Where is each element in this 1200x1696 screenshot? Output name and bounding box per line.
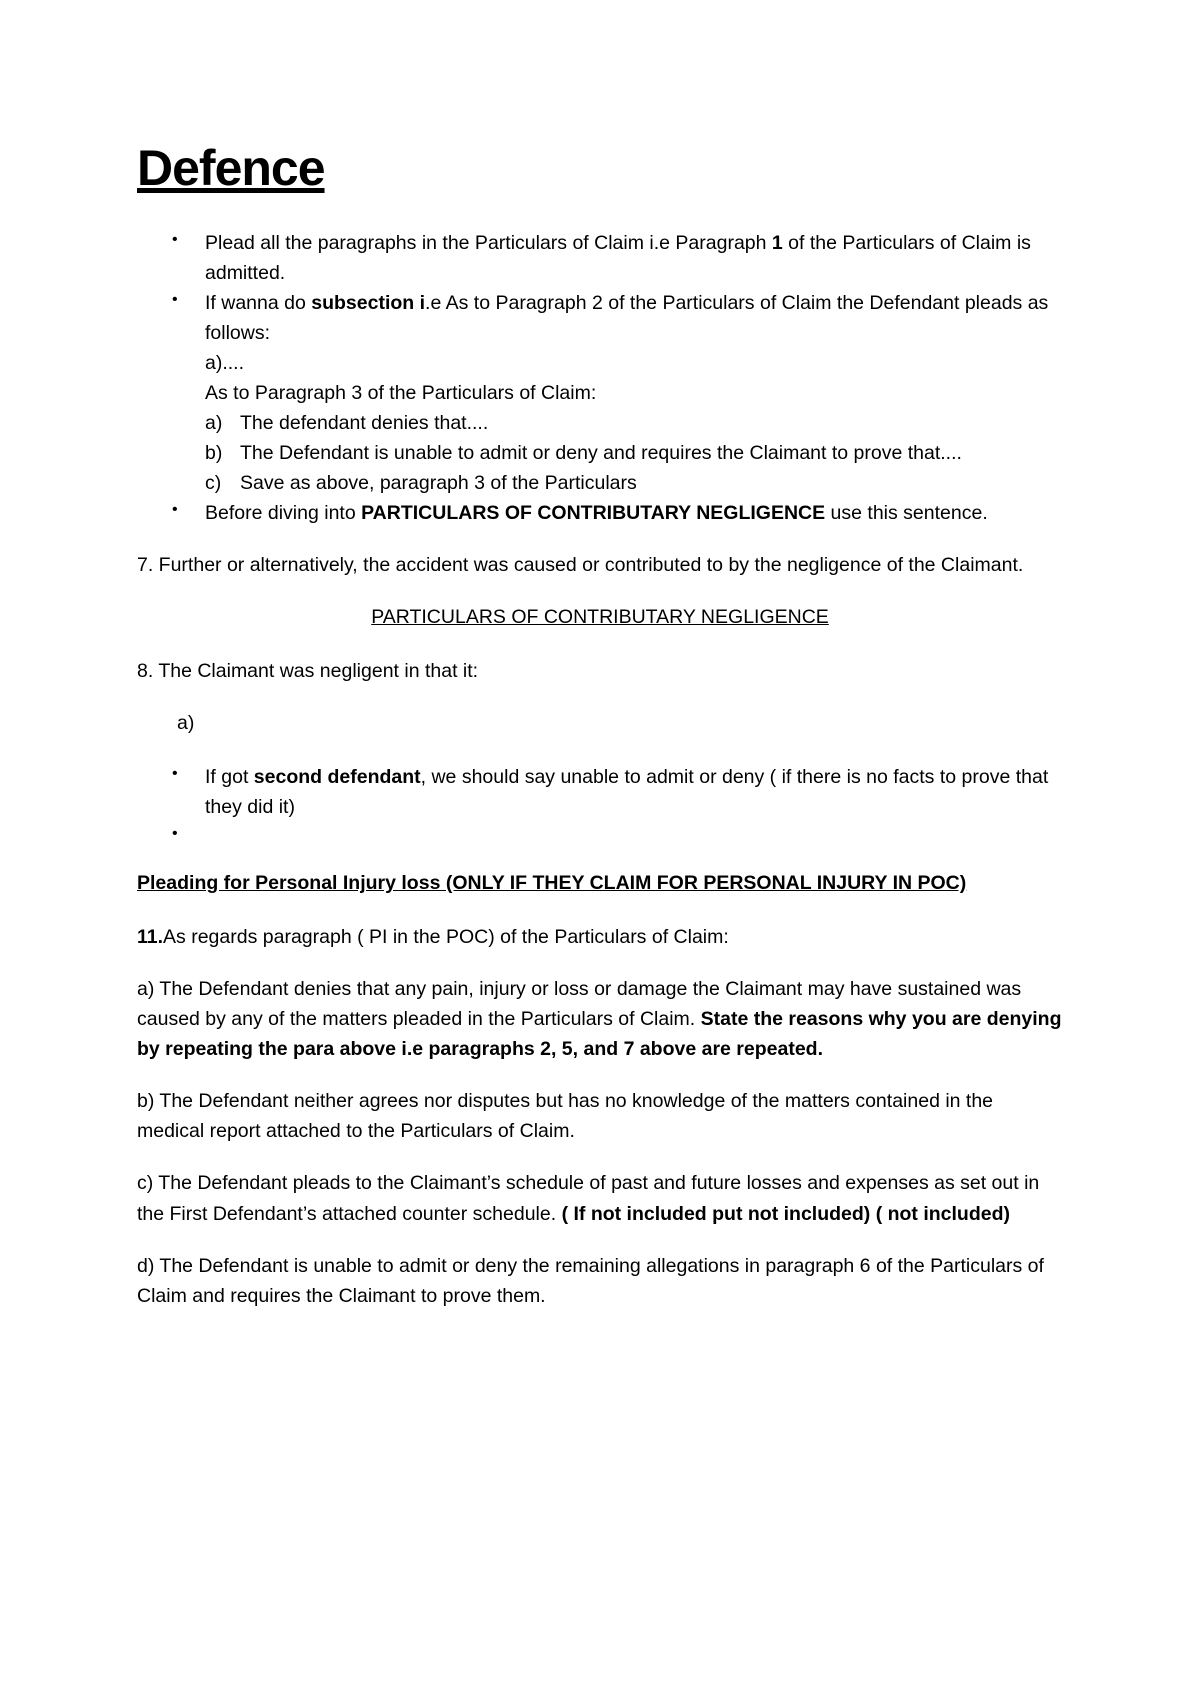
- bullet-icon: •: [172, 500, 178, 518]
- sub-item-a-marker: a): [205, 411, 223, 434]
- sub-item-c-marker: c): [205, 471, 222, 494]
- bullet-icon: •: [172, 230, 178, 248]
- para-a: a) The Defendant denies that any pain, injury or loss or damage the Claimant may have sustained was caused by any of the matters pleaded in the Particulars of Claim. State the reasons why you are denying by repeating the para above i.e paragraphs 2, 5, and 7 above are repeated.: [137, 978, 1062, 1061]
- sub-item-b: [205, 438, 1063, 468]
- bullet-plead-all-text-2: of the Particulars of Claim is admitted.: [205, 231, 1031, 284]
- sub-item-c-text: Save as above, paragraph 3 of the Particulars: [240, 471, 637, 494]
- para-11-number: 11.: [137, 926, 164, 949]
- para-c-bold: ( If not included put not included) ( not included): [561, 1202, 1011, 1225]
- bullet-icon: •: [172, 290, 178, 308]
- sub-line-a-dots: a)....: [205, 351, 245, 374]
- para-11: [137, 922, 1063, 952]
- bullet-plead-all: [137, 228, 1063, 288]
- para-11-text: As regards paragraph ( PI in the POC) of the Particulars of Claim:: [163, 926, 729, 949]
- para-7: 7. Further or alternatively, the accident was caused or contributed to by the negligence of the Claimant.: [137, 553, 1024, 576]
- second-defendant-bullet-list: [137, 762, 1063, 847]
- heading-particulars: PARTICULARS OF CONTRIBUTARY NEGLIGENCE: [371, 605, 829, 628]
- sub-item-b-text: The Defendant is unable to admit or deny and requires the Claimant to prove that....: [240, 441, 962, 464]
- heading-personal-injury: Pleading for Personal Injury loss (ONLY IF THEY CLAIM FOR PERSONAL INJURY IN POC): [137, 872, 967, 895]
- bullet-subsection-bold: subsection i: [311, 291, 426, 314]
- sub-item-b-marker: b): [205, 441, 223, 464]
- bullet-empty: [137, 822, 1063, 847]
- bullet-subsection-line: If wanna do subsection i.e As to Paragraph 2 of the Particulars of Claim the Defendant pleads as follows:: [205, 291, 1049, 344]
- bullet-subsection: [137, 288, 1063, 498]
- bullet-plead-all-bold: 1: [771, 231, 783, 254]
- para-8: 8. The Claimant was negligent in that it:: [137, 659, 479, 682]
- bullet-second-defendant-bold: second defendant: [253, 765, 421, 788]
- doc-title: Defence: [137, 140, 325, 196]
- bullet-before-diving-bold: PARTICULARS OF CONTRIBUTARY NEGLIGENCE: [361, 501, 826, 524]
- sub-item-a-text: The defendant denies that....: [240, 411, 489, 434]
- para-b: b) The Defendant neither agrees nor disputes but has no knowledge of the matters contained in the medical report attached to the Particulars of Claim.: [137, 1090, 994, 1143]
- bullet-icon: •: [172, 764, 178, 782]
- sub-line-as-to-p3: As to Paragraph 3 of the Particulars of Claim:: [205, 381, 597, 404]
- para-d: d) The Defendant is unable to admit or deny the remaining allegations in paragraph 6 of the Particulars of Claim and requires the Claimant to prove them.: [137, 1254, 1044, 1307]
- sub-item-a: [205, 408, 1063, 438]
- bullet-before-diving: • Before diving into PARTICULARS OF CONTRIBUTARY NEGLIGENCE use this sentence.: [137, 498, 1063, 528]
- bullet-second-defendant: • If got second defendant, we should say unable to admit or deny ( if there is no facts to prove that they did it): [137, 762, 1063, 822]
- bullet-plead-all-text: Plead all the paragraphs in the Particulars of Claim i.e Paragraph: [205, 231, 772, 254]
- intro-bullet-list: [137, 228, 1063, 528]
- para-8-sub-a: a): [177, 711, 195, 734]
- para-a-bold: State the reasons why you are denying by repeating the para above i.e paragraphs 2, 5, and 7 above are repeated.: [137, 1008, 1062, 1061]
- para-c: c) The Defendant pleads to the Claimant’s schedule of past and future losses and expenses as set out in the First Defendant’s attached counter schedule. ( If not included put not included) ( not included): [137, 1172, 1040, 1225]
- sub-item-c: [205, 468, 1063, 498]
- bullet-icon: •: [172, 824, 178, 842]
